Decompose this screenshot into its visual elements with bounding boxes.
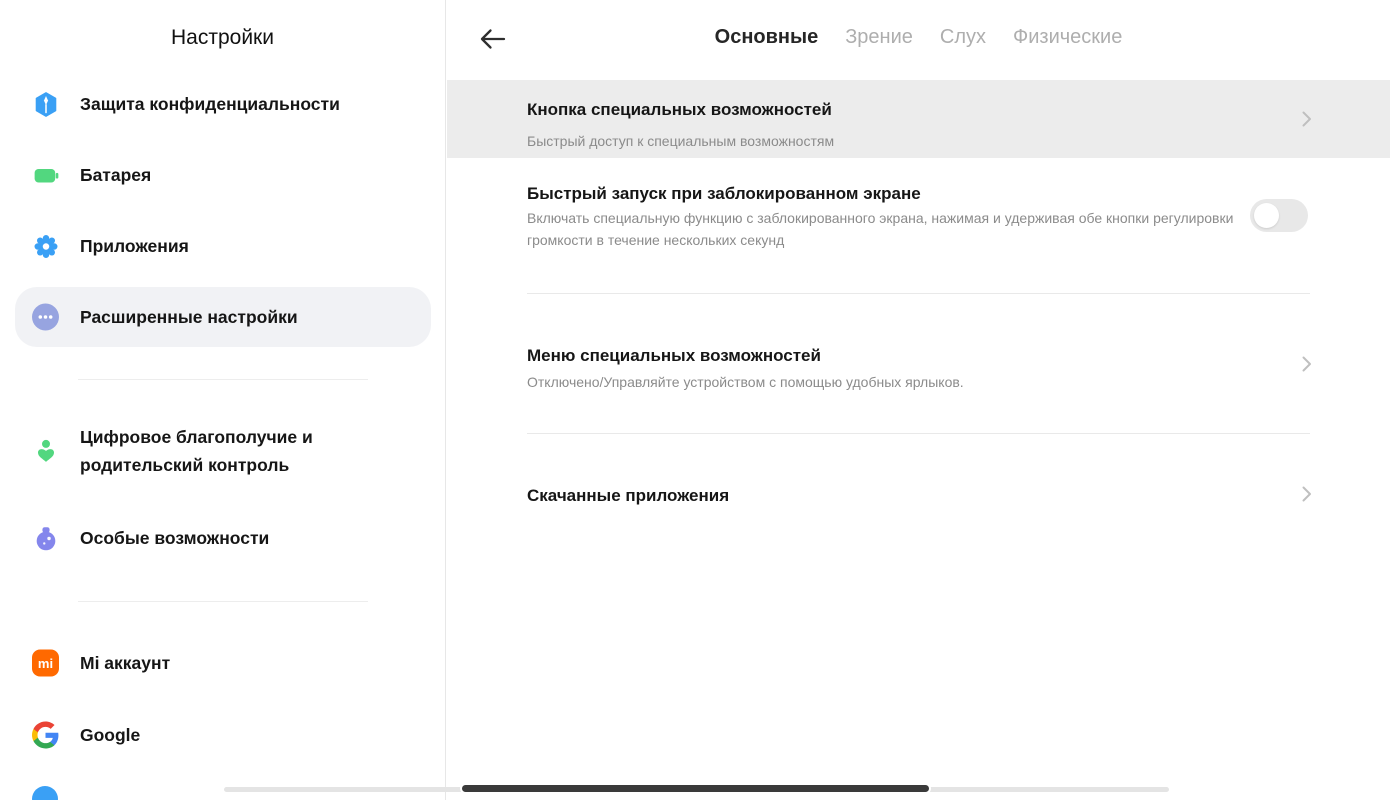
sidebar [0,0,446,800]
chevron-right-icon [1302,356,1312,372]
row-title: Меню специальных возможностей [527,346,821,365]
sidebar-item-label: Расширенные настройки [80,307,298,327]
chevron-right-icon [1302,111,1312,127]
sidebar-item-special-features[interactable] [0,520,446,556]
row-subtitle: Отключено/Управляйте устройством с помощью удобных ярлыков. [527,374,964,390]
settings-title: Настройки [171,26,274,49]
more-dots-icon [32,304,59,331]
toggle-knob [1254,203,1279,228]
sidebar-item-label: Приложения [80,236,189,256]
apps-gear-icon [32,233,59,260]
sidebar-item-label: Google [80,725,141,745]
sidebar-item-mi-account[interactable] [0,645,446,681]
google-logo-icon [32,722,59,749]
sidebar-item-battery[interactable] [0,157,446,193]
privacy-shield-icon [32,91,59,118]
tab-vision[interactable]: Зрение [845,26,913,48]
quick-launch-toggle[interactable] [1250,199,1308,232]
sidebar-item-label: Цифровое благополучие и родительский контроль [80,427,313,475]
tab-hearing[interactable]: Слух [939,26,987,48]
special-features-flask-icon [32,525,59,552]
sidebar-item-apps[interactable] [0,228,446,264]
sidebar-item-privacy[interactable] [0,86,446,122]
wellbeing-heart-icon [32,438,59,465]
row-title: Кнопка специальных возможностей [527,100,832,119]
row-accessibility-button[interactable] [447,80,1390,158]
accessibility-tabs [447,26,1390,49]
sidebar-item-advanced-settings[interactable] [15,287,431,347]
mi-logo-icon [32,650,59,677]
content-divider [527,293,1310,294]
horizontal-scrollbar-thumb[interactable] [462,785,929,792]
sidebar-item-digital-wellbeing[interactable] [0,420,446,482]
sidebar-item-label: Mi аккаунт [80,653,171,673]
blue-circle-icon [32,786,58,800]
sidebar-item-label: Защита конфиденциальности [80,94,340,114]
content-divider [527,433,1310,434]
svg-text:mi: mi [37,656,54,671]
battery-icon [32,162,59,189]
tab-general[interactable]: Основные [714,26,819,48]
sidebar-divider [78,379,368,380]
tab-physical[interactable]: Физические [1013,26,1123,48]
chevron-right-icon [1302,486,1312,502]
sidebar-item-label: Особые возможности [80,528,270,548]
row-subtitle: Быстрый доступ к специальным возможностям [527,133,835,149]
row-subtitle: Включать специальную функцию с заблокированного экрана, нажимая и удерживая обе кнопки регулировки громкости в течение нескольких секунд [527,210,1234,248]
sidebar-item-google[interactable] [0,717,446,753]
sidebar-item-label: Батарея [80,165,152,185]
sidebar-divider [78,601,368,602]
row-title: Скачанные приложения [527,486,730,505]
accessibility-panel [447,0,1390,800]
row-title: Быстрый запуск при заблокированном экране [527,184,921,203]
